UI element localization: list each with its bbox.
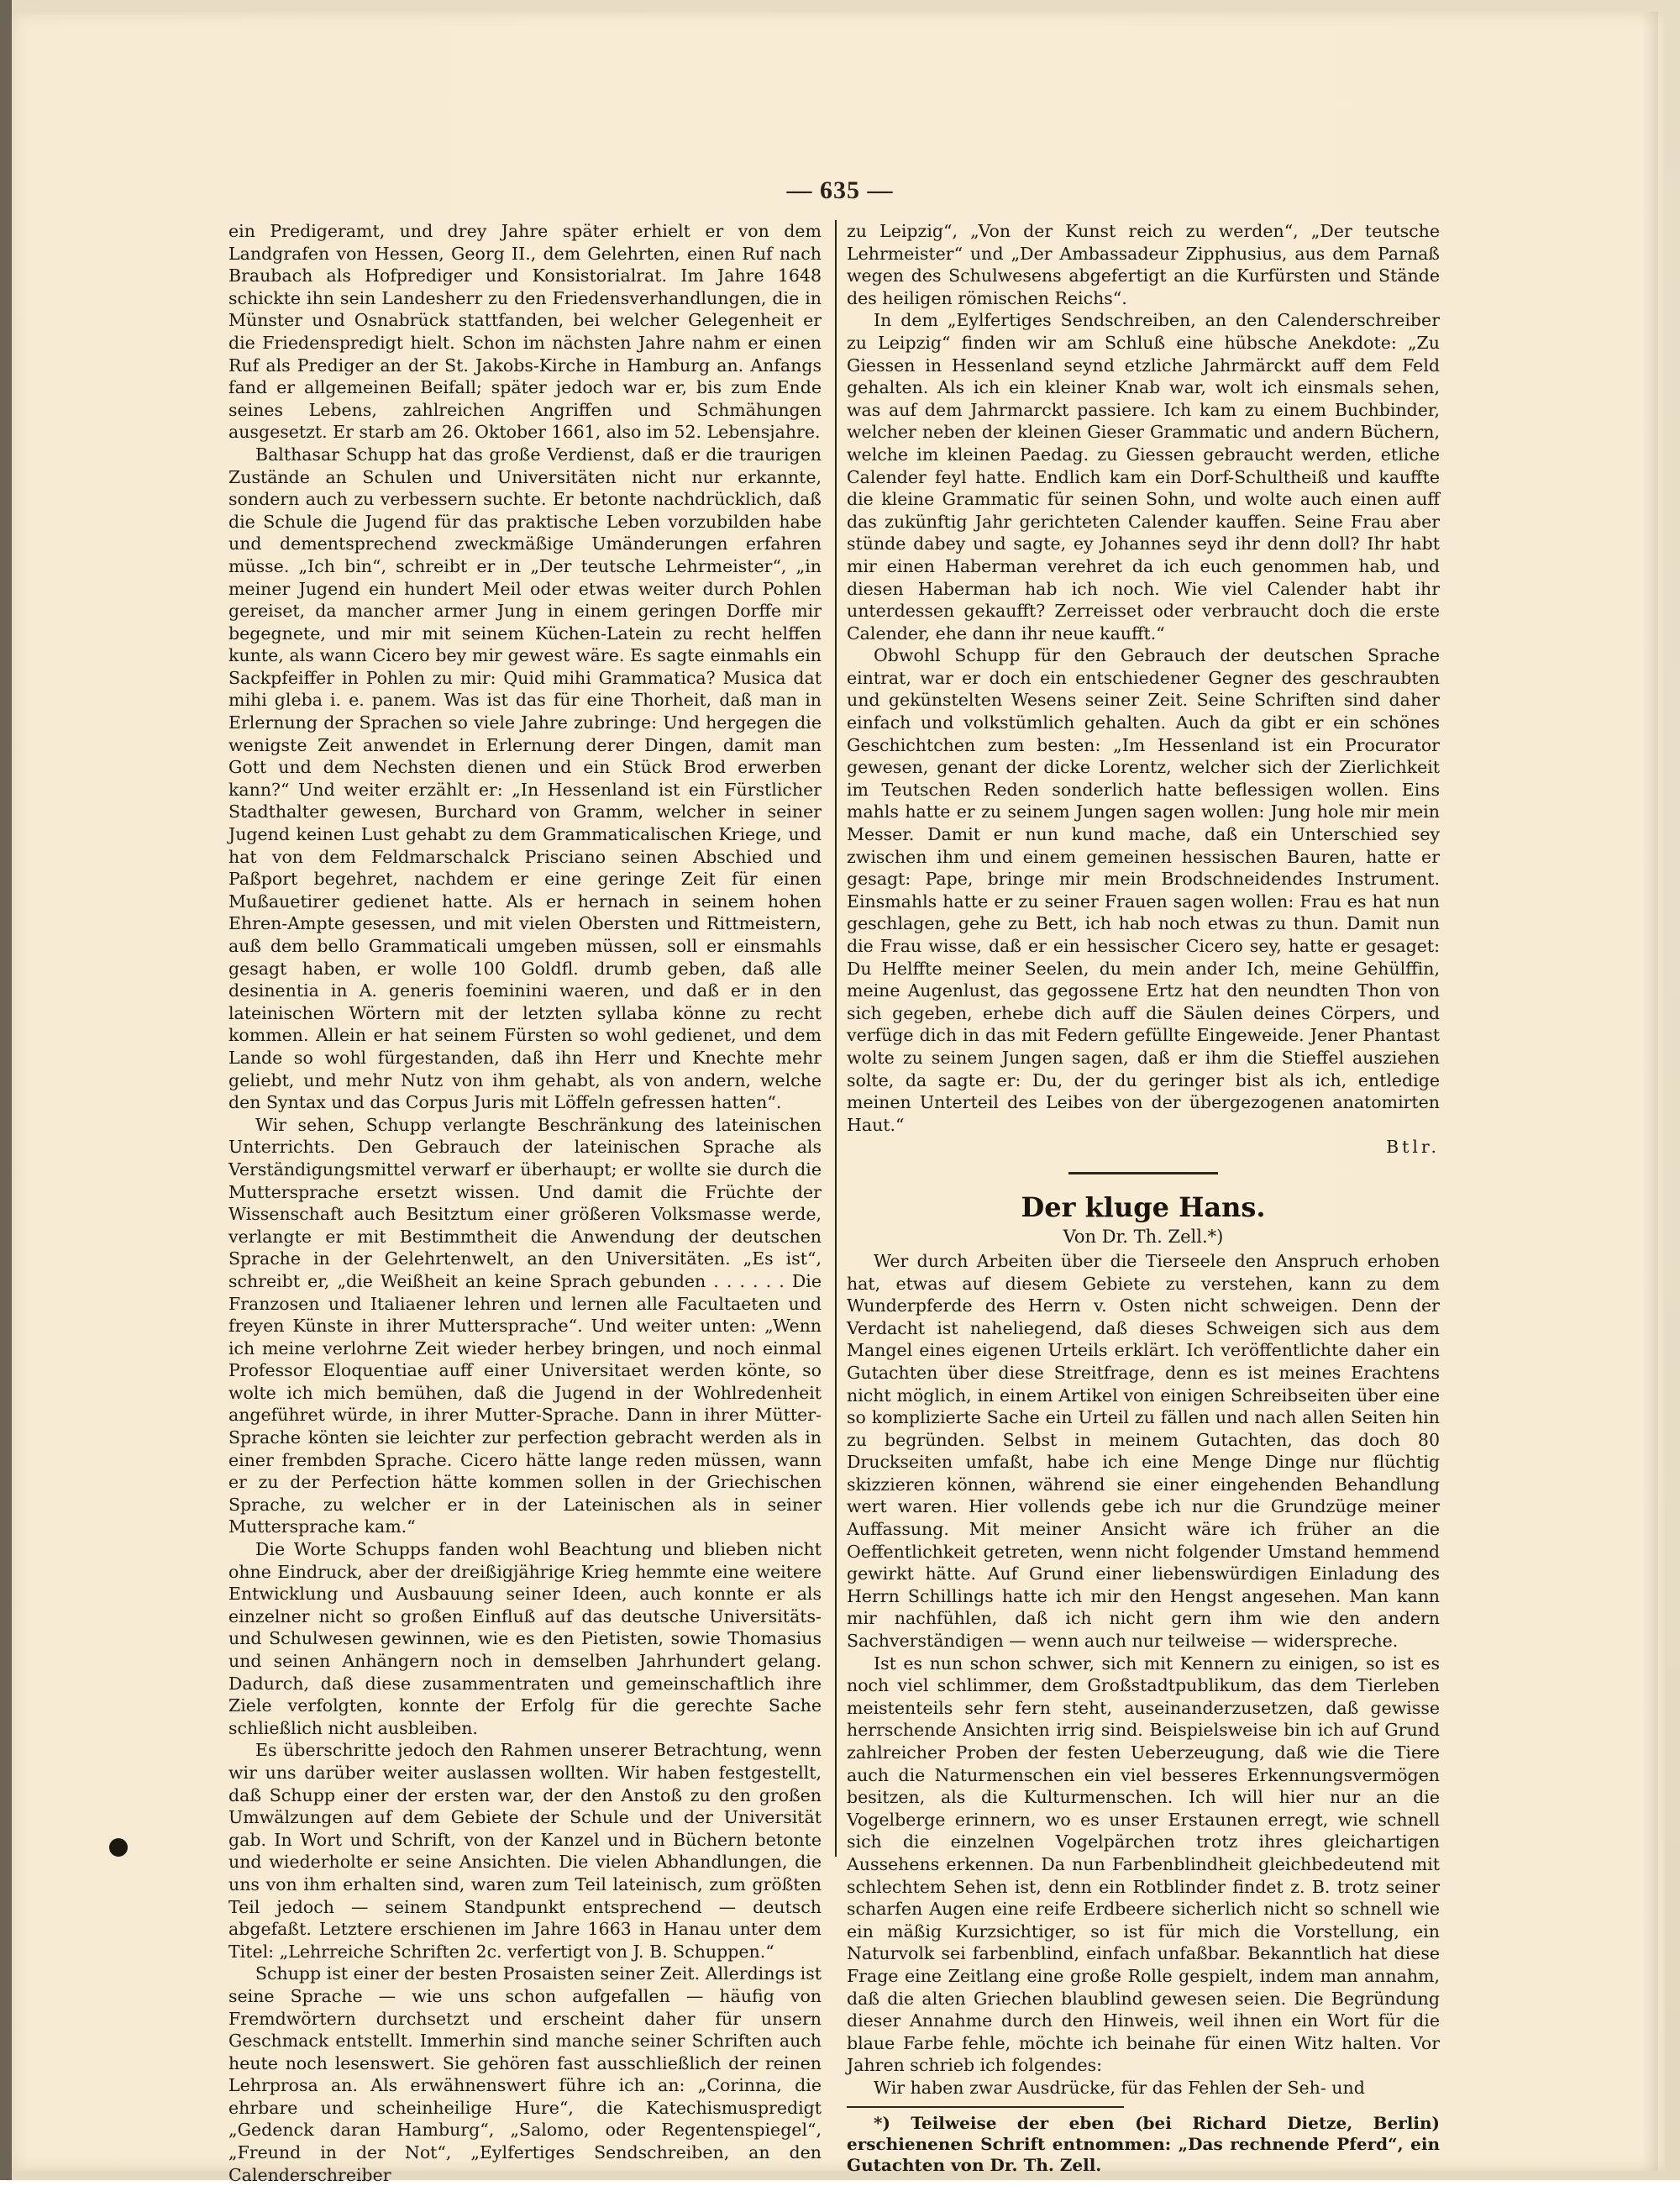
paragraph: Es überschritte jedoch den Rahmen unserer Betrachtung, wenn wir uns darüber weiter auslassen wollten. Wir haben festgestellt, daß Schupp einer der ersten war, der den Anstoß zu den großen Umwälzungen auf dem Gebiete der Schule und der Universität gab. In Wort und Schrift, von der Kanzel und in Büchern betonte und wiederholte er seine Ansichten. Die vielen Abhandlungen, die uns von ihm erhalten sind, waren zum Teil lateinisch, zum größten Teil jedoch — seinem Standpunkt entsprechend — deutsch abgefaßt. Letztere erschienen im Jahre 1663 in Hanau unter dem Titel: „Lehrreiche Schriften 2c. verfertigt von J. B. Schuppen.“: [228, 1740, 822, 1962]
paragraph: zu Leipzig“, „Von der Kunst reich zu werden“, „Der teutsche Lehrmeister“ und „Der Ambassadeur Zipphusius, aus dem Parnaß wegen des Schulwesens abgefertigt an die Kurfürsten und Stände des heiligen römischen Reichs“.: [847, 221, 1440, 308]
paragraph: Die Worte Schupps fanden wohl Beachtung und blieben nicht ohne Eindruck, aber der dreißigjährige Krieg hemmte eine weitere Entwicklung und Ausbauung seiner Ideen, auch konnte er als einzelner nicht so großen Einfluß auf das deutsche Universitäts- und Schulwesen gewinnen, wie es den Pietisten, sowie Thomasius und seinen Anhängern noch in demselben Jahrhundert gelang. Dadurch, daß diese zusammentraten und gemeinschaftlich ihre Ziele verfolgten, konnte der Erfolg für die gerechte Sache schließlich nicht ausbleiben.: [228, 1539, 822, 1738]
paragraph: ein Predigeramt, und drey Jahre später erhielt er von dem Landgrafen von Hessen, Georg II., dem Gelehrten, einen Ruf nach Braubach als Hofprediger und Konsistorialrat. Im Jahre 1648 schickte ihn sein Landesherr zu den Friedensverhandlungen, die in Münster und Osnabrück stattfanden, bei welcher Gelegenheit er die Friedenspredigt hielt. Schon im nächsten Jahre nahm er einen Ruf als Prediger an der St. Jakobs-Kirche in Hamburg an. Anfangs fand er allgemeinen Beifall; später jedoch war er, bis zum Ende seines Lebens, zahlreichen Angriffen und Schmähungen ausgesetzt. Er starb am 26. Oktober 1661, also im 52. Lebensjahre.: [228, 221, 822, 443]
article-byline: Von Dr. Th. Zell.*): [1063, 1226, 1224, 1247]
paragraph: Wir haben zwar Ausdrücke, für das Fehlen der Seh- und: [874, 2077, 1365, 2098]
paragraph: Balthasar Schupp hat das große Verdienst, daß er die traurigen Zustände an Schulen und Universitäten nicht nur erkannte, sondern auch zu verbessern suchte. Er betonte nachdrücklich, daß die Schule die Jugend für das praktische Leben vorzubilden habe und dementsprechend zweckmäßige Umänderungen erfahren müsse. „Ich bin“, schreibt er in „Der teutsche Lehrmeister“, „in meiner Jugend ein hundert Meil oder etwas weiter durch Pohlen gereiset, da mancher armer Jung in einem geringen Dorffe mir begegnete, und mir mit seinem Küchen-Latein zu recht helffen kunte, als wann Cicero bey mir gewest wäre. Es sagte einmahls ein Sackpfeiffer in Pohlen zu mir: Quid mihi Grammatica? Musica dat mihi gleba i. e. panem. Was ist das für eine Thorheit, daß man in Erlernung der Sprachen so viele Jahre zubringe: Und hergegen die wenigste Zeit anwendet in Erlernung derer Dingen, damit man Gott und dem Nechsten dienen und ein Stück Brod erwerben kann?“ Und weiter erzählt er: „In Hessenland ist ein Fürstlicher Stadthalter gewesen, Burchard von Gramm, welcher in seiner Jugend keinen Lust gehabt zu dem Grammaticalischen Kriege, und hat von dem Feldmarschalck Prisciano seinen Abschied und Paßport begehret, nachdem er eine geringe Zeit für einen Mußauetirer gedienet hatte. Als er hernach in seinem hohen Ehren-Ampte gesessen, und mit vielen Obersten und Rittmeistern, auß dem bello Grammaticali umgeben müssen, soll er einsmahls gesagt haben, er wolle 100 Goldfl. drumb geben, daß alle desinentia in A. generis foeminini waeren, und daß er in den lateinischen Wörtern mit der letzten syllaba könne zu recht kommen. Allein er hat seinem Fürsten so wohl gedienet, und dem Lande so wohl fürgestanden, daß ihn Herr und Knechte mehr geliebt, und mehr Nutz von ihm gehabt, als von andern, welche den Syntax und das Corpus Juris mit Löffeln gefressen hatten“.: [228, 444, 822, 1113]
paragraph: Obwohl Schupp für den Gebrauch der deutschen Sprache eintrat, war er doch ein entschiedener Gegner des geschraubten und gekünstelten Wesens seiner Zeit. Seine Schriften sind daher einfach und volkstümlich gehalten. Auch da gibt er ein schönes Geschichtchen zum besten: „Im Hessenland ist ein Procurator gewesen, genant der dicke Lorentz, welcher sich der Zierlichkeit im Teutschen Reden sonderlich hatte beflessigen wollen. Eins mahls hatte er zu seinem Jungen sagen wollen: Jung hole mir mein Messer. Damit er nun kund mache, daß ein Unterschied sey zwischen ihm und einem gemeinen hessischen Bauren, hatte er gesagt: Pape, bringe mir mein Brodschneidendes Instrument. Einsmahls hatte er zu seiner Frauen sagen wollen: Frau es hat nun geschlagen, gehe zu Bett, ich hab noch etwas zu thun. Damit nun die Frau wisse, daß er ein hessischer Cicero sey, hatte er gesaget: Du Helffte meiner Seelen, du mein ander Ich, meine Gehülffin, meine Augenlust, das gegossene Ertz hat den neundten Thon von sich gegeben, erhebe dich auff die Säulen deines Cörpers, und verfüge dich in das mit Federn gefüllte Eingeweide. Jener Phantast wolte zu seinem Jungen sagen, daß er ihm die Stieffel ausziehen solte, da sagte er: Du, der du geringer bist als ich, entledige meinen Unterteil des Leibes von der übergezogenen anatomirten Haut.“: [847, 645, 1440, 1135]
footnote-divider: [847, 2106, 1124, 2108]
page-fold-shadow: [1641, 12, 1658, 2171]
scan-edge: [0, 0, 12, 2180]
author-signature: Btlr.: [1386, 1137, 1440, 1158]
ink-blot: [109, 1838, 128, 1857]
paragraph: In dem „Eylfertiges Sendschreiben, an den Calenderschreiber zu Leipzig“ finden wir am Schluß eine hübsche Anekdote: „Zu Giessen in Hessenland seynd etzliche Jahrmärckt auff dem Feld gehalten. Als ich ein kleiner Knab war, wolt ich einsmals sehen, was auf dem Jahrmarckt passiere. Ich kam zu einem Buchbinder, welcher neben der kleinen Gieser Grammatic und andern Büchern, welche im kleinen Paedag. zu Giessen gebraucht werden, etliche Calender feyl hatte. Endlich kam ein Dorf-Schultheiß und kauffte die kleine Grammatic für seinen Sohn, und wolte auch einen auff das zukünftig Jahr gerichteten Calender kauffen. Seine Frau aber stünde dabey und sagte, ey Johannes seyd ihr denn doll? Ihr habt mir einen Haberman verehret da ich euch genommen hab, und diesen Haberman hab ich noch. Wie viel Calender habt ihr unterdessen gekaufft? Zerreisset oder verbraucht doch die erste Calender, ehe dann ihr neue kaufft.“: [847, 310, 1440, 644]
section-divider: [1068, 1172, 1218, 1174]
column-divider: [835, 220, 837, 1857]
paragraph: Schupp ist einer der besten Prosaisten seiner Zeit. Allerdings ist seine Sprache — wie uns schon aufgefallen — häufig von Fremdwörtern durchsetzt und erscheint daher für unsern Geschmack entstellt. Immerhin sind manche seiner Schriften auch heute noch lesenswert. Sie gehören fast ausschließlich der reinen Lehrprosa an. Als erwähnenswert führe ich an: „Corinna, die ehrbare und scheinheilige Hure“, die Katechismuspredigt „Gedenck daran Hamburg“, „Salomo, oder Regentenspiegel“, „Freund in der Not“, „Eylfertiges Sendschreiben, an den Calenderschreiber: [228, 1963, 822, 2185]
right-column: [847, 220, 1440, 2176]
paragraph: Wir sehen, Schupp verlangte Beschränkung des lateinischen Unterrichts. Den Gebrauch der lateinischen Sprache als Verständigungsmittel verwarf er überhaupt; er wollte sie durch die Muttersprache ersetzt wissen. Und damit die Früchte der Wissenschaft auch Besitztum einer größeren Volksmasse werde, verlangte er mit Bestimmtheit die Anwendung der deutschen Sprache in der Gelehrtenwelt, an den Universitäten. „Es ist“, schreibt er, „die Weißheit an keine Sprach gebunden . . . . . . Die Franzosen und Italiaener lehren und lernen alle Facultaeten und freyen Künste in ihrer Muttersprache“. Und weiter unten: „Wenn ich meine verlohrne Zeit wieder herbey bringen, und noch einmal Professor Eloquentiae auff einer Universitaet werden könte, so wolte ich mich bemühen, daß die Jugend in der Wohlredenheit angeführet würde, in ihrer Mutter-Sprache. Dann in ihrer Mütter-Sprache könten sie leichter zur perfection gebracht werden als in einer frembden Sprache. Cicero hätte lange reden müssen, wann er zu der Perfection hätte kommen sollen in der Griechischen Sprache, zu welcher er in der Lateinischen als in seiner Muttersprache kam.“: [228, 1114, 822, 1537]
left-column: [228, 220, 822, 2186]
page-number: — 635 —: [786, 176, 894, 204]
article-title: Der kluge Hans.: [1021, 1190, 1266, 1223]
paragraph: Ist es nun schon schwer, sich mit Kennern zu einigen, so ist es noch viel schlimmer, dem Großstadtpublikum, das dem Tierleben meistenteils sehr fern steht, auseinanderzusetzen, daß gewisse herrschende Ansichten irrig sind. Beispielsweise bin ich auf Grund zahlreicher Proben der festen Ueberzeugung, daß wie die Tiere auch die Naturmenschen ein viel besseres Erkennungsvermögen besitzen, als die Kulturmenschen. Ich will hier nur an die Vogelberge erinnern, wo es unser Erstaunen erregt, wie schnell sich die einzelnen Vogelpärchen trotz ihres gleichartigen Aussehens erkennen. Da nun Farbenblindheit gleichbedeutend mit schlechtem Sehen ist, denn ein Rotblinder findet z. B. trotz seiner scharfen Augen eine reife Erdbeere sicherlich nicht so schnell wie ein mäßig Kurzsichtiger, so ist für mich die Vorstellung, ein Naturvolk sei farbenblind, einfach unfaßbar. Bekanntlich hat diese Frage eine Zeitlang eine große Rolle gespielt, indem man annahm, daß die alten Griechen blaublind gewesen seien. Die Begründung dieser Annahme durch den Hinweis, weil ihnen ein Wort für die blaue Farbe fehle, möchte ich beinahe für einen Witz halten. Vor Jahren schrieb ich folgendes:: [847, 1653, 1440, 2076]
paragraph: Wer durch Arbeiten über die Tierseele den Anspruch erhoben hat, etwas auf diesem Gebiete zu verstehen, kann zu dem Wunderpferde des Herrn v. Osten nicht schweigen. Denn der Verdacht ist naheliegend, daß dieses Schweigen sich aus dem Mangel eines eigenen Urteils erklärt. Ich veröffentlichte daher ein Gutachten über diese Streitfrage, denn es ist meines Erachtens nicht möglich, in einem Artikel von einigen Schreibseiten über eine so komplizierte Sache ein Urteil zu fällen und nach allen Seiten hin zu begründen. Selbst in meinem Gutachten, das doch 80 Druckseiten umfaßt, habe ich eine Menge Dinge nur flüchtig skizzieren können, während sie einer eingehenden Behandlung wert waren. Hier vollends gebe ich nur die Grundzüge meiner Auffassung. Mit meiner Ansicht wäre ich früher an die Oeffentlichkeit getreten, wenn nicht folgender Umstand hemmend gewirkt hätte. Auf Grund einer liebenswürdigen Einladung des Herrn Schillings hatte ich mir den Hengst angesehen. Man kann mir nachfühlen, daß ich nicht gern ihm wie den andern Sachverständigen — wenn auch nur teilweise — widerspreche.: [847, 1250, 1440, 1652]
footnote: *) Teilweise der eben (bei Richard Dietze, Berlin) erschienenen Schrift entnommen: „Das rechnende Pferd“, ein Gutachten von Dr. Th. Zell.: [847, 2112, 1440, 2175]
